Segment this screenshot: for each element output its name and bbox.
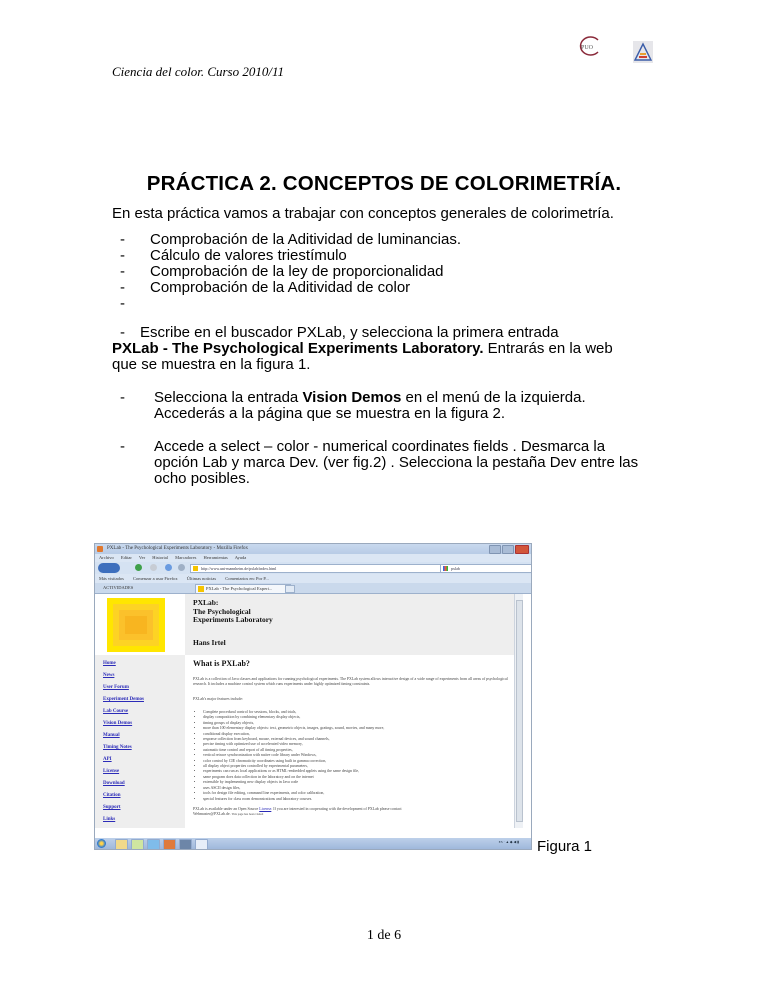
nav-license[interactable]: License [103,769,120,774]
nav-timing-notes[interactable]: Timing Notes [103,745,132,750]
windows-start-icon[interactable] [97,839,106,848]
nav-experiment-demos[interactable]: Experiment Demos [103,697,144,702]
media-icon[interactable] [179,839,192,850]
app-icon[interactable] [195,839,208,850]
nav-support[interactable]: Support [103,805,121,810]
figure-caption: Figura 1 [537,838,593,855]
objectives-list [112,232,461,312]
menu-item[interactable]: Herramientas [203,555,228,560]
nav-user-forum[interactable]: User Forum [103,685,129,690]
new-tab-button[interactable] [285,585,295,593]
store-icon[interactable] [147,839,160,850]
pxlab-logo [95,594,185,655]
page-title: PRÁCTICA 2. CONCEPTOS DE COLORIMETRÍA. [146,172,622,195]
tab-actividades[interactable]: ACTIVIDADES [103,585,134,590]
content-footer: PXLab is available under an Open Source License. If you are interested in cooperating with the development of PXLab please contact Webmaster@PXLab.de. This page has been visited [193,807,402,816]
pxlab-content: What is PXLab? PXLab is a collection of Java classes and applications for running psychological experiments. The PXLab system allows interactive design of a wide range of experiments from all areas of psychological research. It includes a machine control system which runs experiments under highly optimized timing constraints. PXLab's major features include: • Complete procedural control for sessions, blocks, and trials, • display composition by combining elementary display objects, • timing groups of display objects, • more than 100 elementary display objects: text, geometric objects, images, gratings, sound, movies, and many more, • conditional display execution, • response collection from keyboard, mouse, external devices, and sound channels, • precise timing with optimized use of accelerated video memory, • automatic time control and report of all timing properties, • vertical retrace synchronization with native code library under Windows, • color control by CIE chromaticity coordinates using built in gamma correction, • all display object properties controlled by experimental parameters, • experiments can run as local applications or as HTML-embedded applets using the same design file, • same program does data collection in the laboratory and on the internet • extensible by implementing new display objects in Java code • uses ASCII design files, • tools for design file editing, command line experiments, and color calibration, • special features for class room demonstrations and laboratory courses. PXLab is available under an Open Source License. If you are interested in cooperating with the development of PXLab please contact Webmaster@PXLab.de. This page has been visited [185,655,515,828]
step-3: Accede a select – color - numerical coordinates fields . Desmarca la opción Lab y marca Dev. (ver fig.2) . Selecciona la pestaña Dev entre las ocho posibles. [154,438,639,487]
list-item: - Cálculo de valores triestímulo [120,247,347,264]
list-item: - Comprobación de la Aditividad de luminancias. [120,231,462,248]
menu-item[interactable]: Marcadores [175,555,197,560]
puo-logo [576,36,604,56]
list-item: - [120,295,125,312]
bookmarks-bar [95,574,531,583]
menu-item[interactable]: Archivo [99,555,114,560]
reload-icon[interactable] [135,564,142,571]
author: Hans Irtel [193,638,226,647]
nav-vision-demos[interactable]: Vision Demos [103,721,133,726]
menu-item[interactable]: Ayuda [234,555,247,560]
maximize-icon[interactable] [502,545,514,554]
pxlab-page [95,594,523,828]
bookmark-item[interactable]: Comenzar a usar Firefox [133,576,178,581]
tab-pxlab[interactable]: PXLab - The Psychological Experi... [195,584,291,593]
browser-menu-bar [95,554,531,562]
university-logo [633,41,653,63]
bookmark-icon[interactable] [178,564,185,571]
nav-api[interactable]: API [103,757,112,762]
content-paragraph: PXLab is a collection of Java classes and applications for running psychological experiments. The PXLab system allows interactive design of a wide range of experiments from all areas of psychological research. It includes a machine control system which runs experiments under highly optimized timing constraints. [193,677,508,686]
address-bar[interactable]: http://www.uni-mannheim.de/pxlab/index.html [190,564,442,573]
list-item: - Comprobación de la Aditividad de color [120,279,411,296]
pxlab-sidebar [95,655,185,828]
bookmark-item[interactable]: Más visitados [99,576,124,581]
features-list: • Complete procedural control for sessions, blocks, and trials, • display composition by combining elementary display objects, • timing groups of display objects, • more than 100 elementary display objects: text, geometric objects, images, gratings, sound, movies, and many more, • conditional display execution, • response collection from keyboard, mouse, external devices, and sound channels, • precise timing with optimized use of accelerated video memory, • automatic time control and report of all timing properties, • vertical retrace synchronization with native code library under Windows, • color control by CIE chromaticity coordinates using built in gamma correction, • all display object properties controlled by experimental parameters, • experiments can run as local applications or as HTML-embedded applets using the same design file, • same program does data collection in the laboratory and on the internet • extensible by implementing new display objects in Java code • uses ASCII design files, • tools for design file editing, command line experiments, and color calibration, • special features for class room demonstrations and laboratory courses. [193,710,503,802]
bookmark-item[interactable]: Últimas noticias [186,576,217,581]
folder-icon[interactable] [115,839,128,850]
browser-tab-bar [95,583,531,594]
browser-title-bar: PXLab - The Psychological Experiments Laboratory - Mozilla Firefox [95,544,531,554]
nav-news[interactable]: News [103,673,115,678]
step-1: - Escribe en el buscador PXLab, y selecciona la primera entrada PXLab - The Psychological Experiments Laboratory. Entrarás en la web que se muestra en la figura 1. [112,324,613,373]
browser-nav-bar [95,562,531,574]
back-forward-icon[interactable] [98,563,120,573]
intro-text: En esta práctica vamos a trabajar con conceptos generales de colorimetría. [112,205,614,222]
minimize-icon[interactable] [489,545,501,554]
license-link[interactable]: License [259,807,272,811]
nav-citation[interactable]: Citation [103,793,121,798]
nav-download[interactable]: Download [103,781,125,786]
firefox-icon [97,546,103,552]
step-2: Selecciona la entrada Vision Demos en el menú de la izquierda. Accederás a la página que se muestra en la figura 2. [154,389,586,422]
menu-item[interactable]: Historial [152,555,169,560]
page-number: 1 de 6 [366,928,402,943]
course-header: Ciencia del color. Curso 2010/11 [112,64,285,79]
search-input[interactable]: pxlab [440,564,532,573]
menu-item[interactable]: Editar [120,555,132,560]
nav-links[interactable]: Links [103,817,116,822]
content-heading: What is PXLab? [193,659,250,668]
figure-1-screenshot [94,543,532,850]
firefox-icon[interactable] [163,839,176,850]
nav-manual[interactable]: Manual [103,733,120,738]
bookmark-item[interactable]: Comentarios en: Por P... [225,576,269,581]
nav-home[interactable]: Home [103,661,116,666]
page-scrollbar[interactable] [514,594,523,828]
svg-text:PUO: PUO [581,45,594,51]
pxlab-header: PXLab: The Psychological Experiments Laboratory Hans Irtel [185,594,523,655]
explorer-icon[interactable] [131,839,144,850]
close-icon[interactable] [515,545,529,554]
site-name: PXLab - The Psychological Experiments Laboratory. [112,340,484,357]
stop-icon[interactable] [150,564,157,571]
home-icon[interactable] [165,564,172,571]
list-item: - Comprobación de la ley de proporcionalidad [120,263,444,280]
nav-lab-course[interactable]: Lab Course [103,709,129,714]
system-tray: ES · ▲ ◆ ◀ ▮ [498,840,519,844]
vision-demos-label: Vision Demos [302,389,402,406]
windows-taskbar [95,838,531,849]
menu-item[interactable]: Ver [138,555,146,560]
